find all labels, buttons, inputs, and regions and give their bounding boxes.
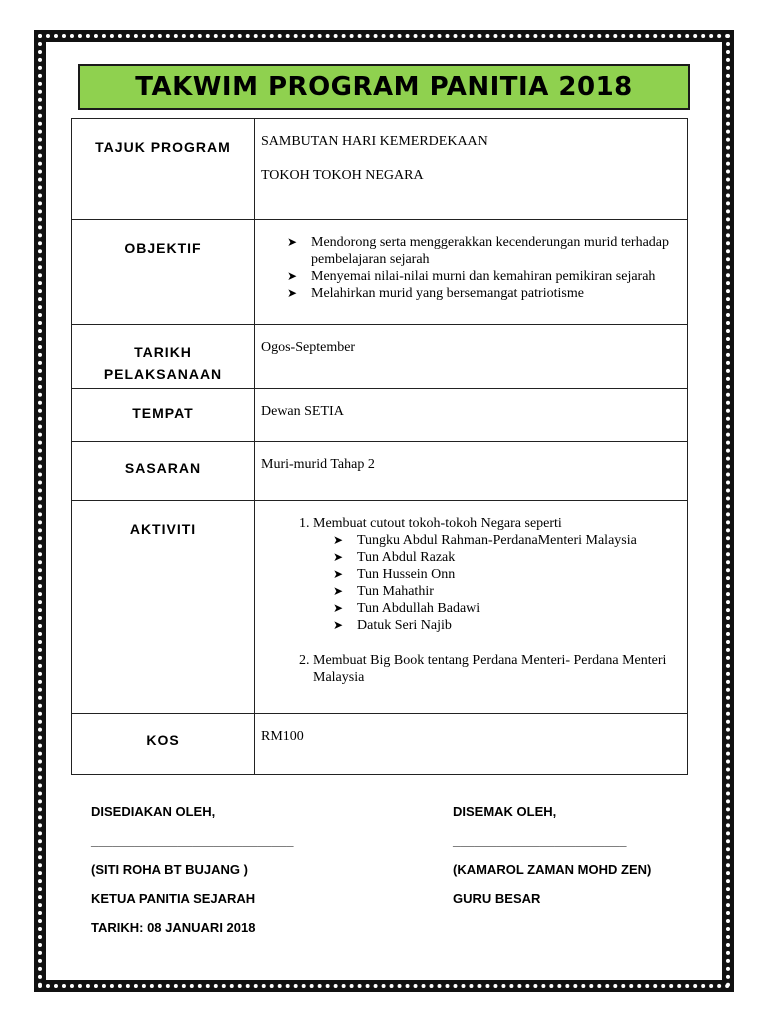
value-objektif [255,220,688,325]
tokoh-item: ➤ Tun Abdul Razak [333,549,681,566]
value-tarikh: Ogos-September [255,325,688,389]
objektif-item: ➤ Menyemai nilai-nilai murni dan kemahiran pemikiran sejarah [287,268,681,285]
signature-prepared-by [91,805,293,950]
aktiviti-step-2: 2. Membuat Big Book tentang Perdana Menteri- Perdana Menteri Malaysia [313,652,681,686]
label-tarikh: TARIKH PELAKSANAAN [72,325,255,389]
objektif-item: ➤ Melahirkan murid yang bersemangat patriotisme [287,285,681,302]
value-aktiviti [255,501,688,714]
aktiviti-step-1 [313,515,681,652]
signature-reviewed-by [453,805,651,921]
value-sasaran: Muri-murid Tahap 2 [255,442,688,501]
program-table [71,118,688,775]
prepared-date: TARIKH: 08 JANUARI 2018 [91,920,256,935]
prepared-role: KETUA PANITIA SEJARAH [91,891,256,906]
prepared-heading: DISEDIAKAN OLEH, [91,804,216,819]
tokoh-item: ➤ Tun Hussein Onn [333,566,681,583]
table-row-tajuk [72,119,688,220]
table-row-tempat [72,389,688,442]
prepared-signature-line: ____________________________ [91,833,294,848]
value-tajuk [255,119,688,220]
label-tempat: TEMPAT [72,389,255,442]
table-row-kos [72,714,688,775]
table-row-tarikh [72,325,688,389]
tokoh-item: ➤ Tun Abdullah Badawi [333,600,681,617]
value-kos: RM100 [255,714,688,775]
label-objektif: OBJEKTIF [72,220,255,325]
label-kos: KOS [72,714,255,775]
tokoh-list [313,532,681,634]
prepared-name: (SITI ROHA BT BUJANG ) [91,862,248,877]
reviewed-name: (KAMAROL ZAMAN MOHD ZEN) [453,862,652,877]
title-banner [78,64,690,110]
aktiviti-steps [261,515,681,686]
label-sasaran: SASARAN [72,442,255,501]
reviewed-signature-line: ________________________ [453,833,627,848]
tokoh-item: ➤ Datuk Seri Najib [333,617,681,634]
aktiviti-step-1-text: Membuat cutout tokoh-tokoh Negara seperti [313,516,562,531]
objektif-item: ➤ Mendorong serta menggerakkan kecenderungan murid terhadap pembelajaran sejarah [287,234,681,268]
table-row-aktiviti [72,501,688,714]
tajuk-line-2: TOKOH TOKOH NEGARA [261,168,424,183]
tokoh-item: ➤ Tungku Abdul Rahman-PerdanaMenteri Malaysia [333,532,681,549]
table-row-sasaran [72,442,688,501]
reviewed-heading: DISEMAK OLEH, [453,804,557,819]
label-aktiviti: AKTIVITI [72,501,255,714]
table-row-objektif [72,220,688,325]
label-tajuk: TAJUK PROGRAM [72,119,255,220]
tokoh-item: ➤ Tun Mahathir [333,583,681,600]
value-tempat: Dewan SETIA [255,389,688,442]
page-title: TAKWIM PROGRAM PANITIA 2018 [135,72,633,102]
objektif-list [261,234,681,302]
reviewed-role: GURU BESAR [453,891,541,906]
tajuk-line-1: SAMBUTAN HARI KEMERDEKAAN [261,134,488,149]
